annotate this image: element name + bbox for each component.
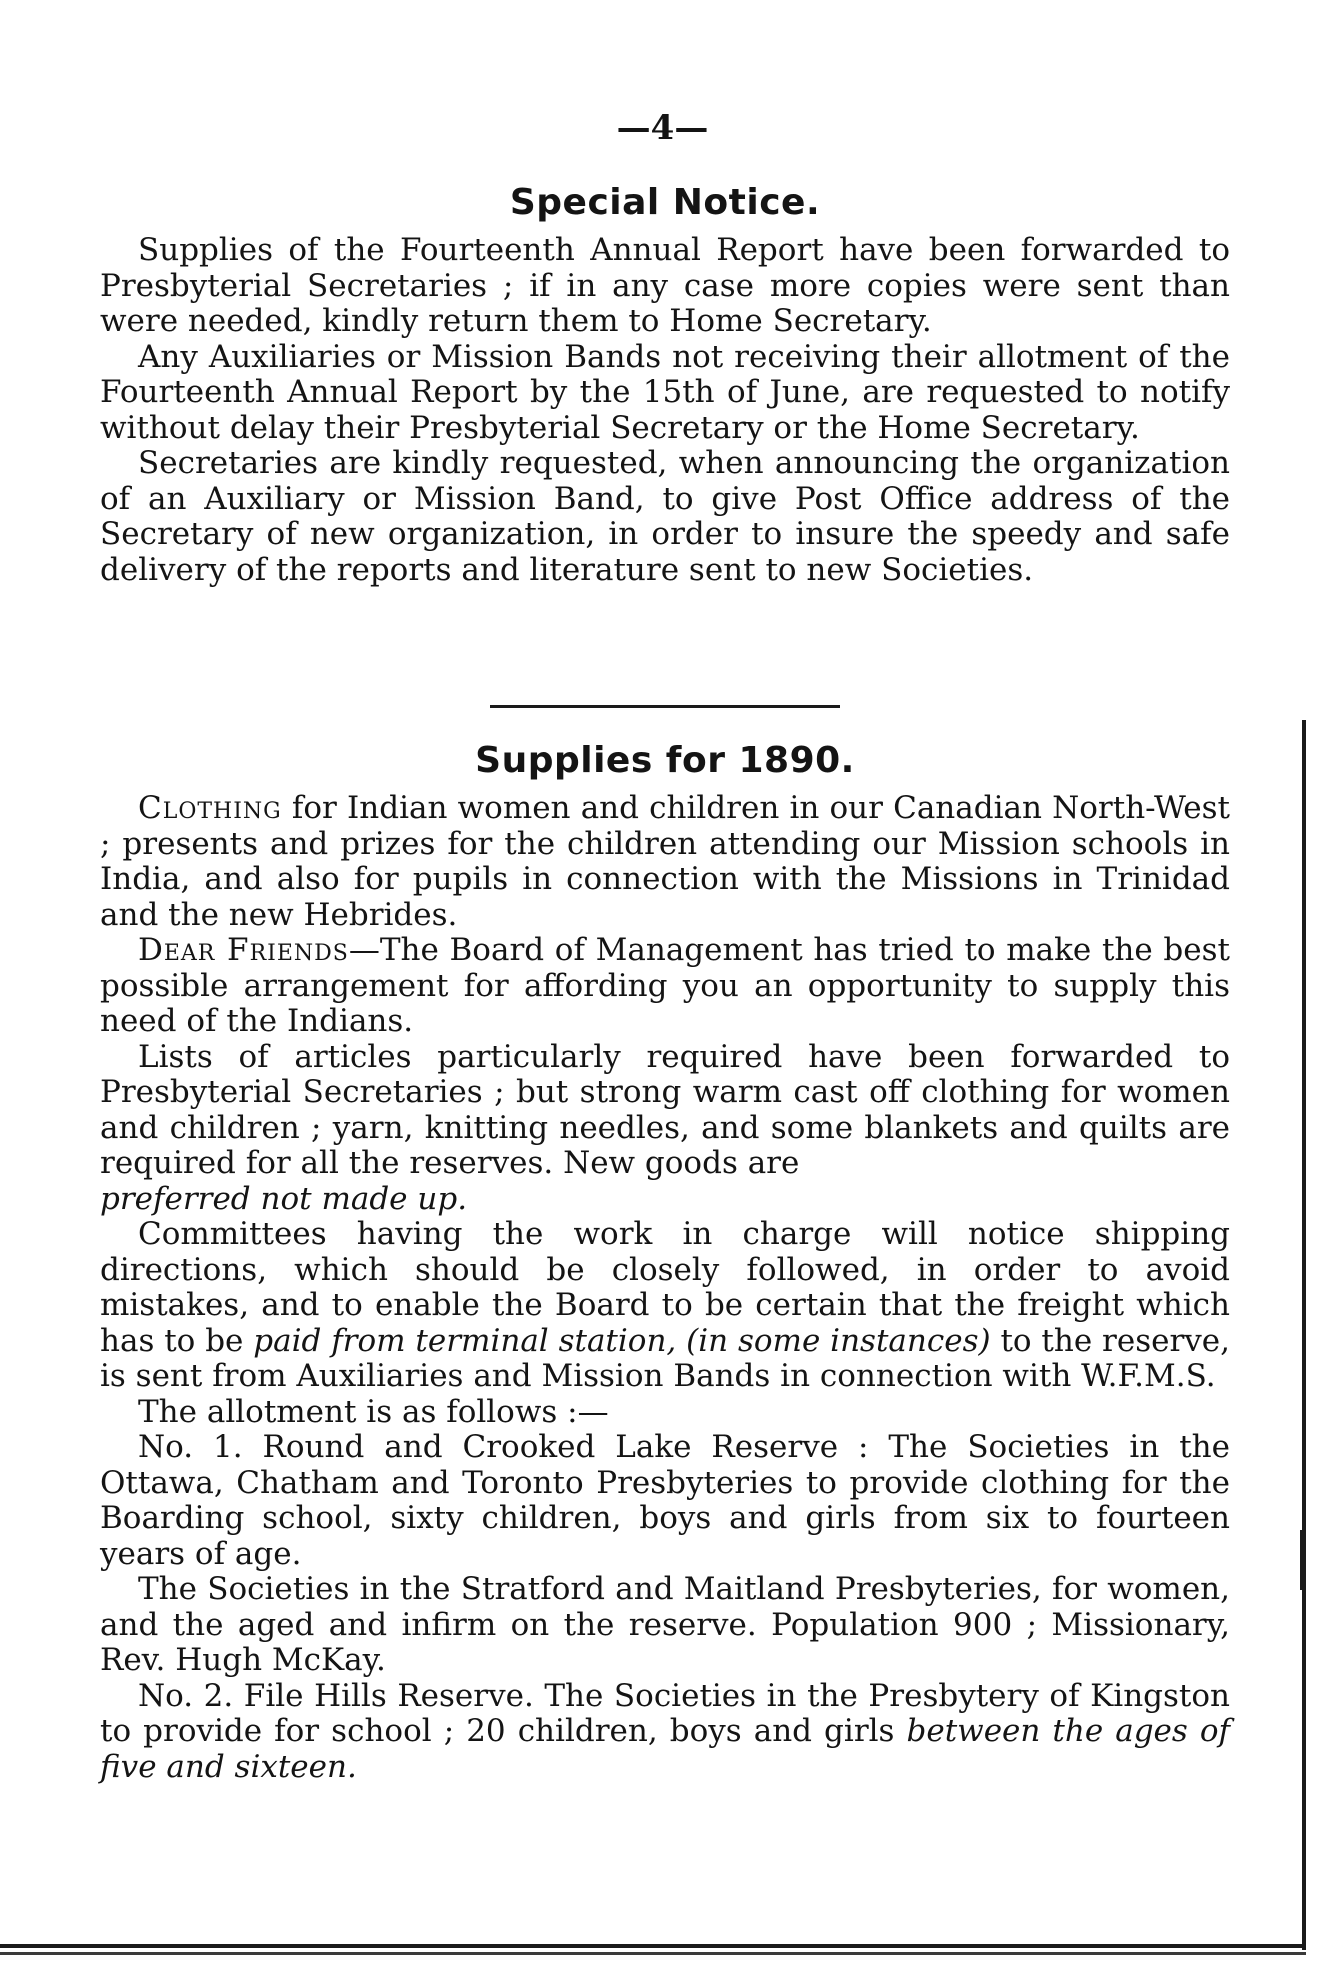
right-binding-rule (1302, 720, 1306, 1950)
reserve-no1-paragraph: No. 1. Round and Crooked Lake Reserve : The Societies in the Ottawa, Chatham and Toronto Presbyteries to provide clothing for the Boarding school, sixty children, boys and girls from six to fourteen years of age. (100, 1429, 1230, 1572)
supplies-heading: Supplies for 1890. (475, 740, 855, 781)
page-number: —4— (616, 108, 709, 148)
lists-paragraph: Lists of articles particularly required have been forwarded to Presbyterial Secretaries ; but strong warm cast off clothing for women and children ; yarn, knitting needles, and some blankets and quilts are required for all the reserves. New goods are (100, 1038, 1230, 1181)
no2-text-b: between the ages of five and sixteen. (100, 1713, 1230, 1785)
stratford-paragraph: The Societies in the Stratford and Maitland Presbyteries, for women, and the aged and infirm on the reserve. Population 900 ; Missionary, Rev. Hugh McKay. (100, 1571, 1230, 1678)
notice-paragraph-3: Secretaries are kindly requested, when announcing the organization of an Auxiliary or Mission Band, to give Post Office address of the Secretary of new organization, in order to insure the speedy and safe delivery of the reports and literature sent to new Societies. (100, 445, 1230, 588)
preferred-made: made (321, 1180, 408, 1217)
reserve-no2-paragraph (100, 1679, 1230, 1786)
supplies-section (100, 740, 1230, 1785)
committees-paid-text: paid from terminal station, (in some instances) (253, 1322, 991, 1359)
right-binding-mark (1300, 1530, 1306, 1590)
allotment-line: The allotment is as follows :— (138, 1393, 609, 1430)
dear-friends-text: —The Board of Management has tried to make the best possible arrangement for affording you an opportunity to supply this need of the Indians. (100, 932, 1230, 1039)
no2-text-a: No. 2. File Hills Reserve. The Societies in the Presbytery of Kingston to provide for school ; 20 children, boys and girls (100, 1677, 1230, 1749)
intro-text: for Indian women and children in our Canadian North-West ; presents and prizes for the children attending our Mission schools in India, and also for pupils in connection with the Missions in Trinidad and the new Hebrides. (100, 790, 1230, 933)
dear-friends-paragraph (100, 933, 1230, 1040)
special-notice-heading: Special Notice. (509, 182, 821, 223)
committees-text-b: to the reserve, is sent from Auxiliaries and Mission Bands in connection with W.F.M.S. (100, 1322, 1231, 1394)
special-notice-section (100, 182, 1230, 588)
dear-friends-lead: Dear Friends (138, 932, 349, 968)
notice-paragraph-2: Any Auxiliaries or Mission Bands not receiving their allotment of the Fourteenth Annual Report by the 15th of June, are requested to notify without delay their Presbyterial Secretary or the Home Secretary. (100, 338, 1230, 446)
section-divider (490, 705, 840, 708)
committees-paragraph (100, 1217, 1230, 1395)
bottom-rule-secondary (0, 1952, 1306, 1955)
preferred-text-b: up. (407, 1180, 468, 1217)
supplies-intro-paragraph (100, 791, 1230, 933)
committees-text-a: Committees having the work in charge will notice shipping directions, which should be closely followed, in order to avoid mistakes, and to enable the Board to be certain that the freight which has to be (100, 1216, 1230, 1359)
preferred-line (100, 1182, 1230, 1218)
clothing-lead: Clothing (138, 790, 282, 826)
bottom-rule (0, 1944, 1306, 1948)
preferred-text-a: preferred not (100, 1180, 322, 1217)
notice-paragraph-1: Supplies of the Fourteenth Annual Report have been forwarded to Presbyterial Secretaries ; if in any case more copies were sent than were needed, kindly return them to Home Secretary. (100, 232, 1230, 339)
